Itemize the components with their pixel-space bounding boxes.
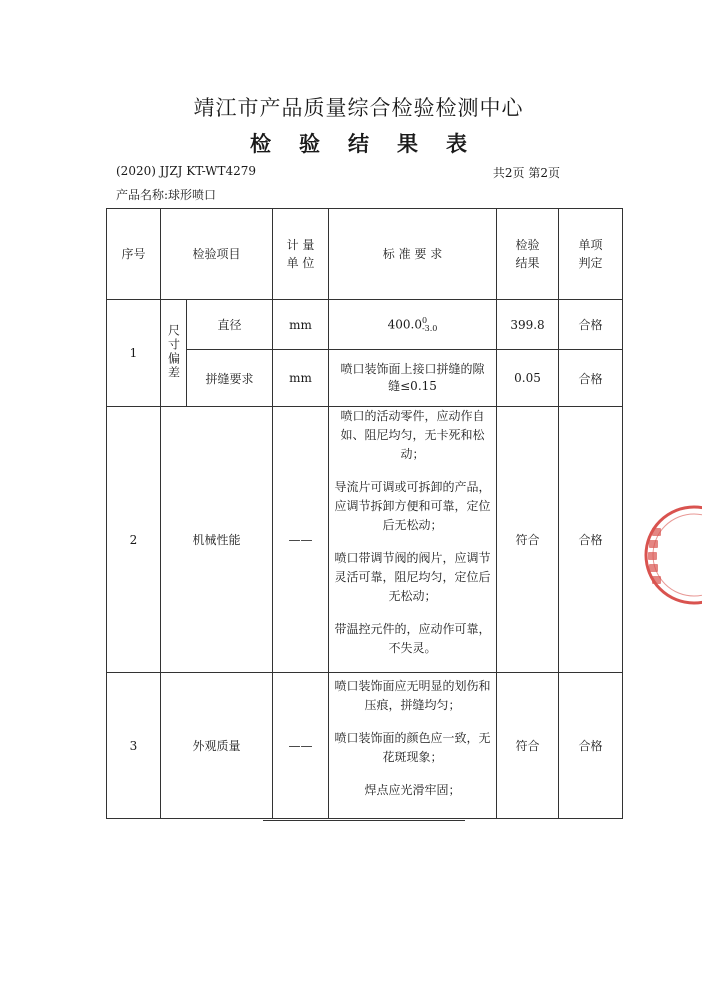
row1a-tolerance-lower: -3.0 (421, 323, 438, 333)
row1a-tolerance (422, 317, 437, 333)
header-unit-line2: 单 位 (286, 256, 315, 270)
organization-title: 靖江市产品质量综合检验检测中心 (193, 96, 524, 120)
product-name-label: 产品名称: (116, 188, 169, 202)
row1a-standard (329, 300, 497, 350)
header-verdict-line2: 判定 (578, 256, 603, 270)
page-indicator: 共2页 第2页 (492, 166, 560, 180)
row1a-item: 直径 (187, 300, 273, 350)
row2-requirement: 喷口的活动零件，应动作自如、阻尼均匀，无卡死和松动； (340, 409, 485, 461)
row1b-result: 0.05 (497, 350, 559, 407)
header-result-line2: 结果 (515, 256, 540, 270)
official-seal (632, 500, 702, 610)
row2-seq: 2 (107, 407, 161, 673)
row3-requirement: 喷口装饰面的颜色应一致，无花斑现象； (334, 731, 491, 764)
row3-standard (329, 673, 497, 819)
results-table (106, 208, 623, 819)
header-result (497, 209, 559, 300)
row1a-tolerance-upper: 0 (421, 315, 428, 325)
row2-verdict: 合格 (559, 407, 623, 673)
header-seq: 序号 (107, 209, 161, 300)
seal-mark (649, 564, 658, 572)
row3-unit: —— (273, 673, 329, 819)
seal-mark (649, 540, 658, 548)
row2-requirement: 带温控元件的，应动作可靠，不失灵。 (334, 622, 491, 655)
header-verdict-line1: 单项 (578, 238, 603, 252)
row3-result: 符合 (497, 673, 559, 819)
row2-item: 机械性能 (161, 407, 273, 673)
row1b-standard: 喷口装饰面上接口拼缝的隙缝≤0.15 (329, 350, 497, 407)
row1a-result: 399.8 (497, 300, 559, 350)
row1-group-label: 尺寸偏差 (166, 323, 181, 380)
seal-mark (648, 552, 657, 560)
header-verdict (559, 209, 623, 300)
end-rule (263, 820, 465, 821)
header-item: 检验项目 (161, 209, 273, 300)
row3-verdict: 合格 (559, 673, 623, 819)
header-unit (273, 209, 329, 300)
row3-seq: 3 (107, 673, 161, 819)
document-title: 检验结果表 (250, 131, 495, 156)
header-unit-line1: 计 量 (286, 238, 315, 252)
seal-mark (652, 528, 661, 536)
table-row (107, 407, 623, 673)
row1a-standard-nominal: 400.0 (387, 317, 422, 331)
row2-requirement: 导流片可调或可拆卸的产品，应调节拆卸方便和可靠，定位后无松动； (334, 480, 491, 532)
header-result-line1: 检验 (515, 238, 540, 252)
row1b-unit: mm (273, 350, 329, 407)
row2-standard (329, 407, 497, 673)
row2-requirement: 喷口带调节阀的阀片，应调节灵活可靠，阻尼均匀，定位后无松动； (334, 551, 491, 603)
row2-unit: —— (273, 407, 329, 673)
row1a-verdict: 合格 (559, 300, 623, 350)
row1a-unit: mm (273, 300, 329, 350)
seal-mark (652, 576, 661, 584)
seal-stamp-icon (632, 500, 702, 610)
row1b-item: 拼缝要求 (187, 350, 273, 407)
header-standard: 标 准 要 求 (329, 209, 497, 300)
row1-seq: 1 (107, 300, 161, 407)
row1-group (161, 300, 187, 407)
product-name-line (116, 186, 216, 203)
row1b-verdict: 合格 (559, 350, 623, 407)
table-row (107, 300, 623, 350)
row3-requirement: 喷口装饰面应无明显的划伤和压痕，拼缝均匀； (334, 679, 491, 712)
row3-requirement: 焊点应光滑牢固； (364, 783, 461, 797)
table-header-row (107, 209, 623, 300)
table-row (107, 673, 623, 819)
row3-item: 外观质量 (161, 673, 273, 819)
product-name-value: 球形喷口 (168, 188, 217, 202)
report-number: (2020) JJZJ KT-WT4279 (116, 164, 256, 178)
row2-result: 符合 (497, 407, 559, 673)
